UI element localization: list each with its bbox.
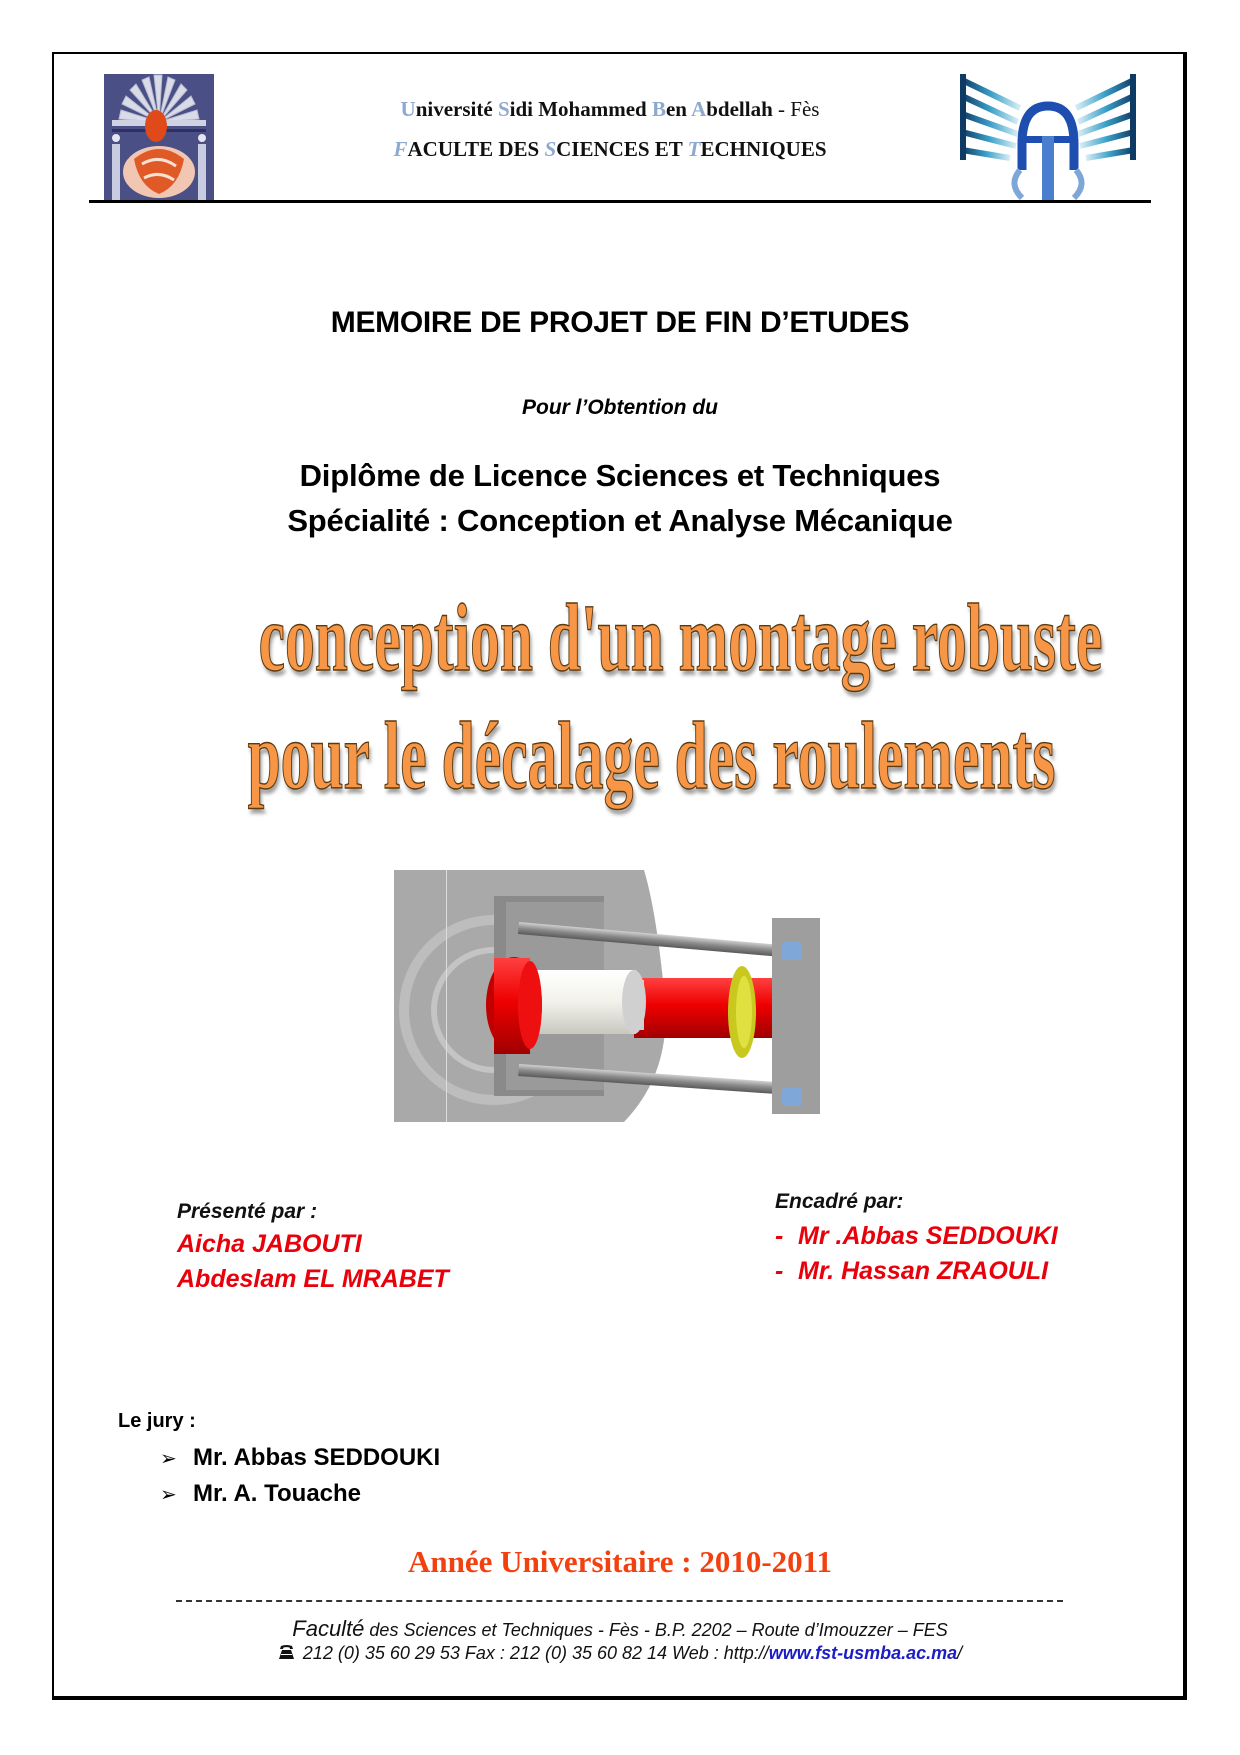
supervisor-name: - Mr. Hassan ZRAOULI bbox=[775, 1257, 1049, 1285]
faculty-address: Faculté des Sciences et Techniques - Fès - B.P. 2202 – Route d’Imouzzer – FES bbox=[292, 1616, 948, 1641]
university-name: Université Sidi Mohammed Ben Abdellah - Fès bbox=[400, 97, 820, 121]
specialty-heading: Spécialité : Conception et Analyse Mécanique bbox=[287, 503, 953, 538]
faculty-logo bbox=[960, 74, 1136, 200]
obtention-subheading: Pour l’Obtention du bbox=[522, 396, 718, 419]
supervisor-name: - Mr .Abbas SEDDOUKI bbox=[775, 1222, 1058, 1250]
project-title-line-2: pour le décalage des roulements bbox=[247, 702, 1056, 809]
author-name: Abdeslam EL MRABET bbox=[177, 1265, 449, 1293]
project-title-line-1: conception d'un montage robuste bbox=[258, 584, 1103, 691]
arrow-bullet-icon: ➢ bbox=[160, 1484, 177, 1506]
university-logo bbox=[104, 74, 214, 201]
jury-member: ➢ Mr. A. Touache bbox=[160, 1480, 362, 1507]
telephone-icon bbox=[278, 1644, 295, 1659]
academic-year: Année Universitaire : 2010-2011 bbox=[408, 1544, 832, 1579]
presented-by-label: Présenté par : bbox=[177, 1200, 318, 1223]
jury-member: ➢ Mr. Abbas SEDDOUKI bbox=[160, 1444, 441, 1471]
cad-assembly-image bbox=[394, 870, 820, 1122]
website-link[interactable]: www.fst-usmba.ac.ma bbox=[768, 1643, 958, 1663]
arrow-bullet-icon: ➢ bbox=[160, 1448, 177, 1470]
list-dash: - bbox=[775, 1222, 784, 1250]
diploma-heading: Diplôme de Licence Sciences et Techniques bbox=[299, 458, 941, 493]
author-name: Aicha JABOUTI bbox=[177, 1230, 362, 1258]
faculty-name: FACULTE DES SCIENCES ET TECHNIQUES bbox=[393, 137, 827, 161]
supervised-by-label: Encadré par: bbox=[775, 1190, 904, 1213]
header-divider bbox=[89, 200, 1151, 203]
jury-label: Le jury : bbox=[118, 1410, 196, 1432]
footer-divider bbox=[176, 1600, 1063, 1602]
document-type-heading: MEMOIRE DE PROJET DE FIN D’ETUDES bbox=[330, 306, 910, 339]
faculty-contact: 212 (0) 35 60 29 53 Fax : 212 (0) 35 60 82 14 Web : http://www.fst-usmba.ac.ma/ bbox=[0, 1643, 1240, 1664]
list-dash: - bbox=[775, 1257, 784, 1285]
